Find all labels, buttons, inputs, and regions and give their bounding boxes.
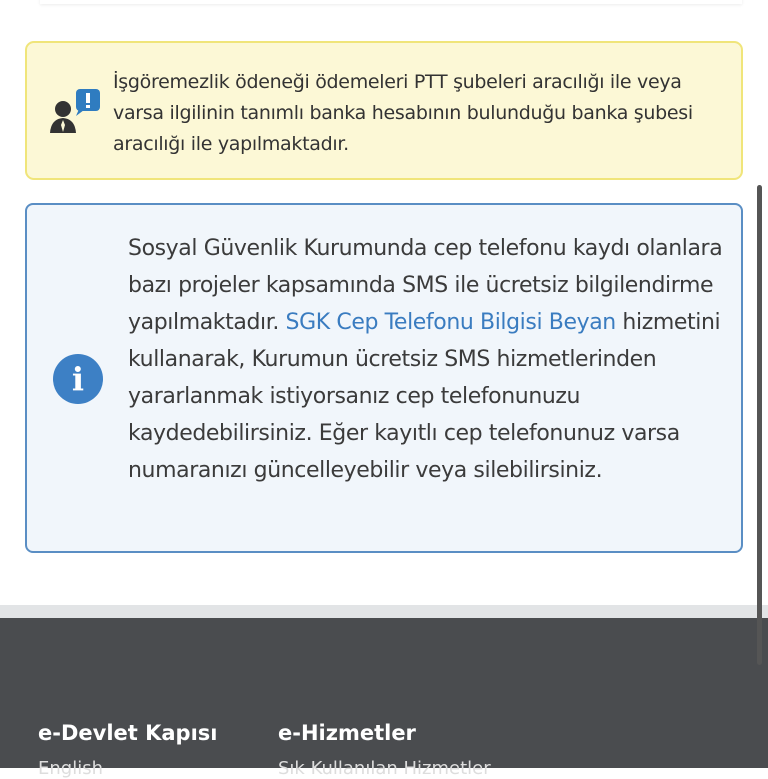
person-alert-icon (49, 87, 103, 137)
footer-separator (0, 605, 768, 618)
info-alert (25, 203, 743, 553)
info-text-part: hizmetini kullanarak, Kurumun ücretsiz SMS hizmetlerinden yararlanmak istiyorsanız cep telefonunuzu kaydedebilirsiniz. Eğer kayıtlı cep telefonunuz varsa numaranızı güncelleyebilir veya silebilirsiniz. (128, 310, 721, 483)
warning-text: İşgöremezlik ödeneği ödemeleri PTT şubeleri aracılığı ile veya varsa ilgilinin tanımlı banka hesabının bulunduğu banka şubesi aracılığı ile yapılmaktadır. (113, 71, 693, 155)
sgk-phone-declaration-link[interactable]: SGK Cep Telefonu Bilgisi Beyan (285, 310, 616, 335)
footer (0, 618, 768, 779)
footer-link-popular-services[interactable]: Sık Kullanılan Hizmetler (278, 758, 491, 779)
previous-card (40, 0, 742, 4)
footer-heading-ehizmetler: e-Hizmetler (278, 721, 416, 745)
warning-alert (25, 41, 743, 180)
footer-link-english[interactable]: English (38, 758, 103, 779)
scrollbar[interactable] (757, 185, 762, 665)
info-icon: i (53, 354, 103, 404)
footer-heading-edevlet: e-Devlet Kapısı (38, 721, 218, 745)
info-text (128, 230, 728, 489)
info-text-part: Sosyal Güvenlik Kurumunda cep telefonu kaydı olanlara bazı projeler kapsamında SMS ile ücretsiz bilgilendirme yapılmaktadır. (128, 236, 723, 335)
